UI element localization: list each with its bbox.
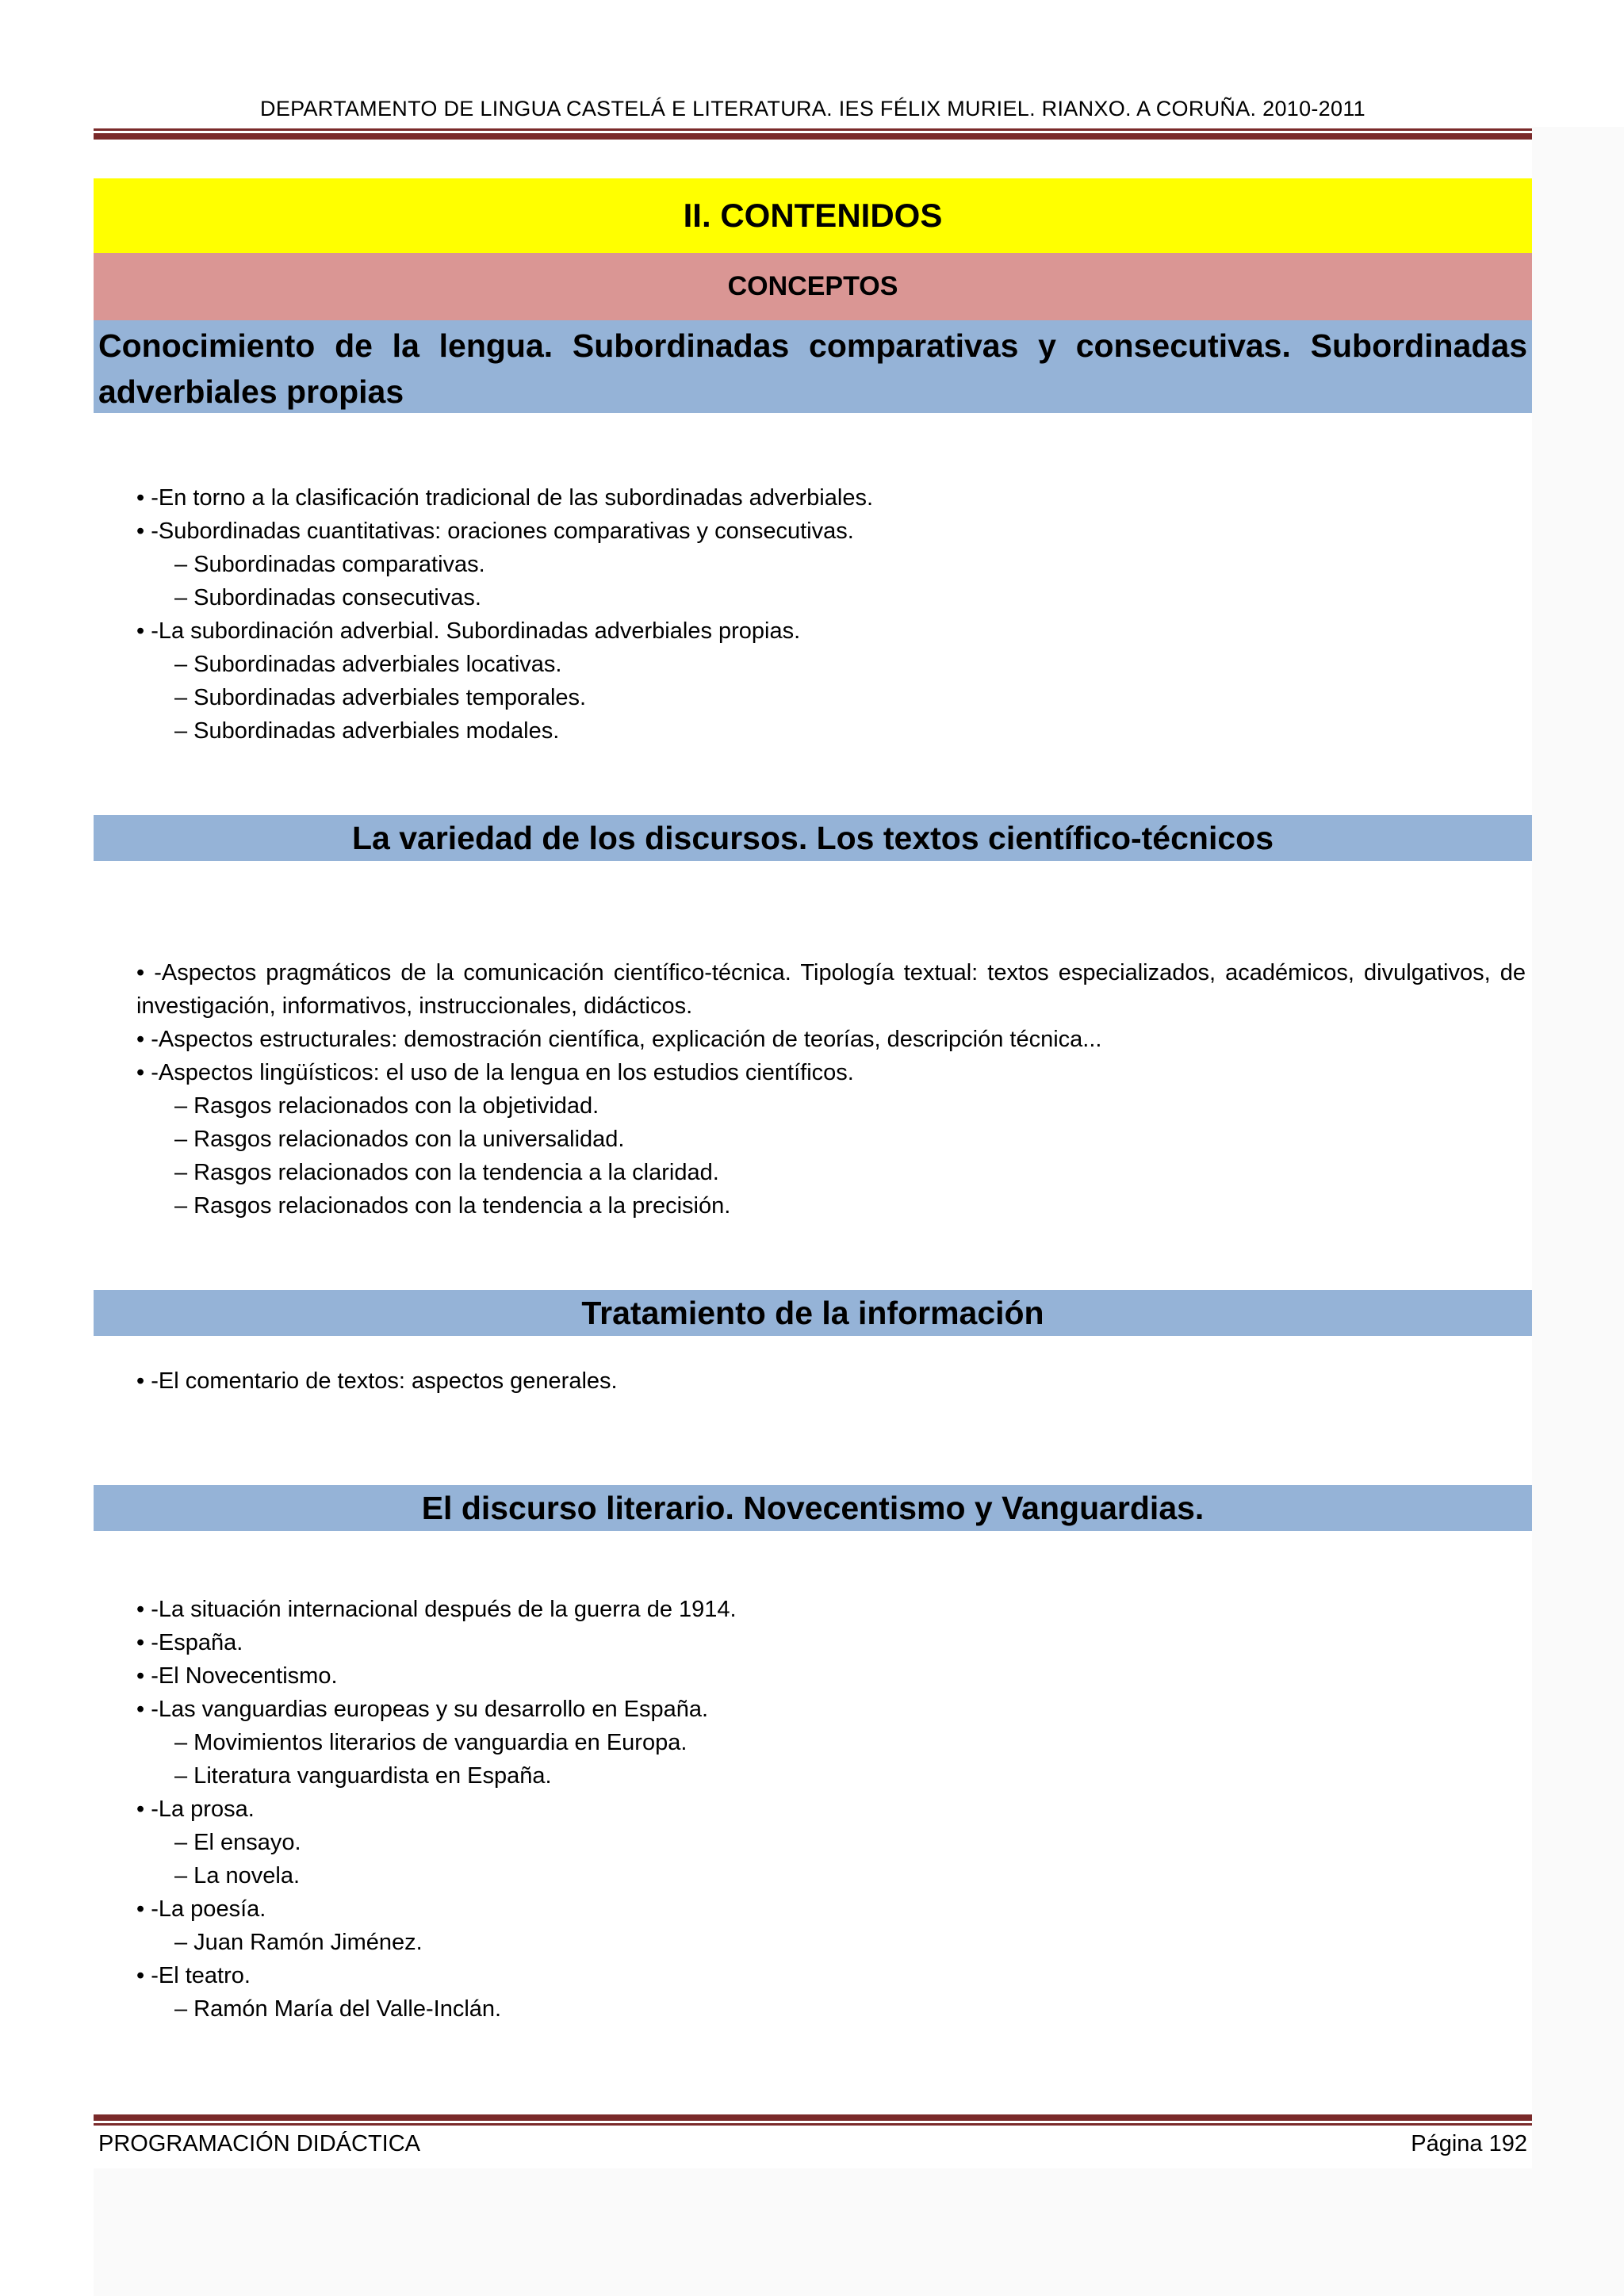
section-list — [136, 1593, 1526, 2026]
header-rule — [94, 128, 1532, 140]
list-subitem: – Subordinadas comparativas. — [174, 552, 485, 577]
list-item: • -Aspectos lingüísticos: el uso de la lengua en los estudios científicos. — [136, 1060, 854, 1085]
list-item: • -La poesía. — [136, 1896, 266, 1922]
list-item: • -Aspectos pragmáticos de la comunicación científico-técnica. Tipología textual: textos especializados, académicos, divulgativos, de investigación, informativos, instruccionales, didácticos. — [136, 960, 1526, 1019]
list-subitem: – Rasgos relacionados con la tendencia a la precisión. — [174, 1193, 731, 1219]
list-subitem: – Rasgos relacionados con la universalidad. — [174, 1127, 625, 1152]
section-heading: La variedad de los discursos. Los textos científico-técnicos — [94, 815, 1532, 861]
list-item: • -España. — [136, 1630, 243, 1655]
list-item: • -El Novecentismo. — [136, 1663, 338, 1689]
section-list — [136, 1364, 1526, 1398]
list-item: • -Subordinadas cuantitativas: oraciones comparativas y consecutivas. — [136, 519, 854, 544]
footer-rule — [94, 2114, 1532, 2126]
section-list — [136, 481, 1526, 748]
list-subitem: – Subordinadas adverbiales locativas. — [174, 652, 562, 677]
running-header: DEPARTAMENTO DE LINGUA CASTELÁ E LITERATURA. IES FÉLIX MURIEL. RIANXO. A CORUÑA. 2010-2011 — [260, 97, 1365, 121]
list-subitem: – Juan Ramón Jiménez. — [174, 1930, 423, 1955]
list-item: • -El comentario de textos: aspectos generales. — [136, 1368, 618, 1394]
list-subitem: – El ensayo. — [174, 1830, 301, 1855]
list-item: • -Las vanguardias europeas y su desarrollo en España. — [136, 1697, 709, 1722]
page-bottom-shade — [94, 2168, 1624, 2296]
list-item: • -La prosa. — [136, 1797, 255, 1822]
list-subitem: – La novela. — [174, 1863, 301, 1888]
list-subitem: – Rasgos relacionados con la objetividad. — [174, 1093, 599, 1119]
list-item: • -El teatro. — [136, 1963, 251, 1988]
list-subitem: – Subordinadas adverbiales modales. — [174, 718, 560, 744]
page-margin-shade — [1532, 127, 1624, 2296]
page-number: Página 192 — [1411, 2131, 1527, 2156]
page-subtitle: CONCEPTOS — [94, 253, 1532, 320]
section-list — [136, 956, 1526, 1223]
list-subitem: – Subordinadas consecutivas. — [174, 585, 481, 610]
section-heading: Tratamiento de la información — [94, 1290, 1532, 1336]
list-subitem: – Ramón María del Valle-Inclán. — [174, 1996, 502, 2022]
list-item: • -La situación internacional después de la guerra de 1914. — [136, 1597, 737, 1622]
list-subitem: – Subordinadas adverbiales temporales. — [174, 685, 587, 710]
section-heading: Conocimiento de la lengua. Subordinadas comparativas y consecutivas. Subordinadas adverbiales propias — [94, 320, 1532, 413]
list-subitem: – Rasgos relacionados con la tendencia a la claridad. — [174, 1160, 719, 1185]
list-item: • -Aspectos estructurales: demostración científica, explicación de teorías, descripción técnica... — [136, 1027, 1102, 1052]
list-subitem: – Literatura vanguardista en España. — [174, 1763, 552, 1789]
list-item: • -La subordinación adverbial. Subordinadas adverbiales propias. — [136, 618, 801, 644]
page-title: II. CONTENIDOS — [94, 178, 1532, 253]
footer-left: PROGRAMACIÓN DIDÁCTICA — [98, 2131, 421, 2156]
list-subitem: – Movimientos literarios de vanguardia en Europa. — [174, 1730, 688, 1755]
list-item: • -En torno a la clasificación tradicional de las subordinadas adverbiales. — [136, 485, 874, 511]
section-heading: El discurso literario. Novecentismo y Vanguardias. — [94, 1485, 1532, 1531]
